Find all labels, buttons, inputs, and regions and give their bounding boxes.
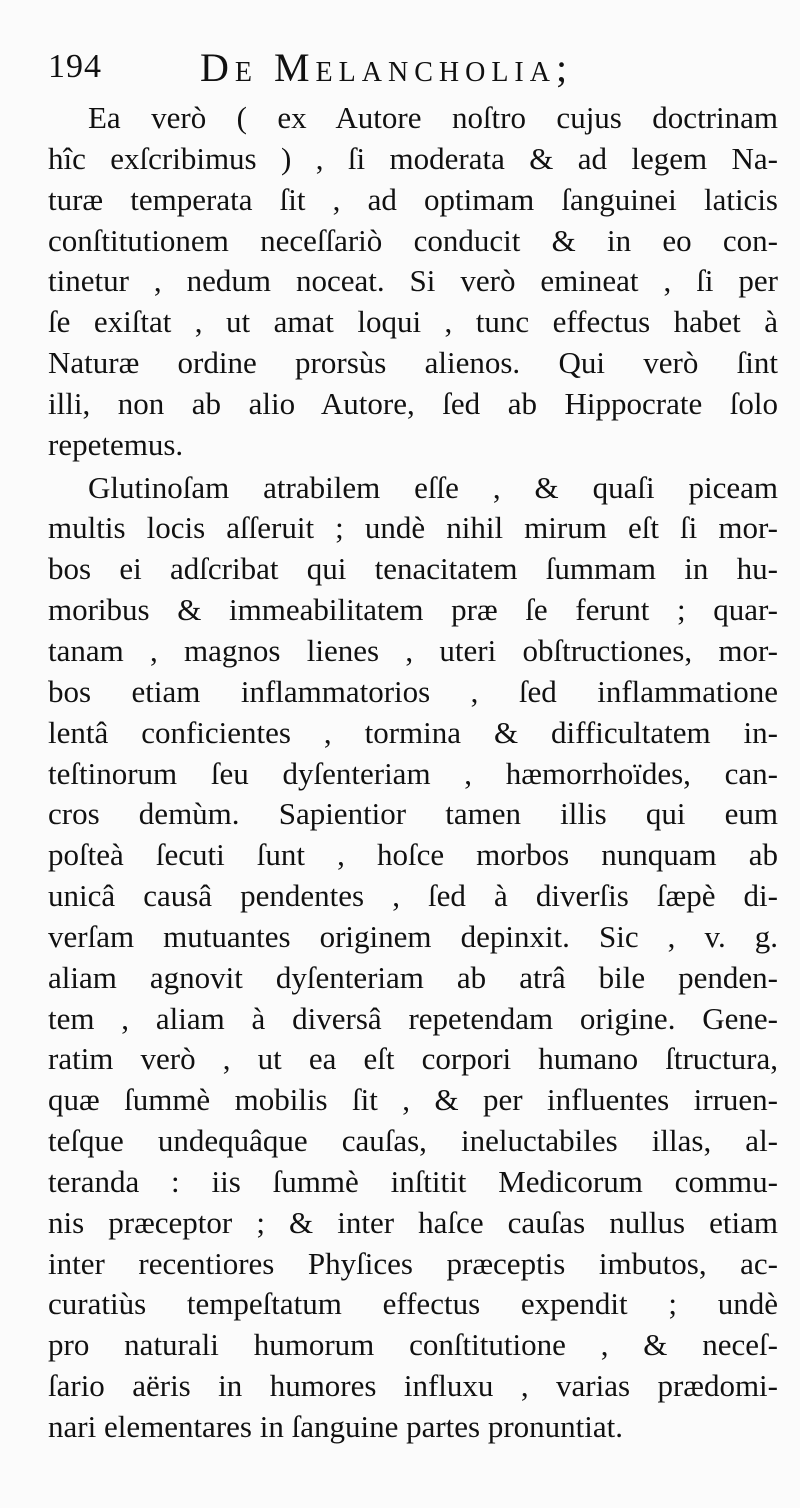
page-number: 194 [48,48,102,85]
text-line: Naturæ ordine prorsùs alienos. Qui verò ſint [48,345,778,381]
text-line: teranda : iis ſummè inſtitit Medicorum commu- [48,1163,778,1199]
text-line: curatiùs tempeſtatum effectus expendit ; undè [48,1286,778,1322]
text-line: cros demùm. Sapientior tamen illis qui eum [48,796,778,832]
text-line: poſteà ſecuti ſunt , hoſce morbos nunquam ab [48,837,778,873]
text-line: tinetur , nedum noceat. Si verò emineat , ſi per [48,263,778,299]
text-line: conſtitutionem neceſſariò conducit & in eo con- [48,222,778,258]
text-line: lentâ conficientes , tormina & difficultatem in- [48,714,778,750]
text-line: quæ ſummè mobilis ſit , & per influentes irruen- [48,1082,778,1118]
text-line: ratim verò , ut ea eſt corpori humano ſtructura, [48,1041,778,1077]
text-line: hîc exſcribimus ) , ſi moderata & ad legem Na- [48,140,778,176]
running-title: De Melancholia; [200,45,574,90]
text-line: ſario aëris in humores influxu , varias prædomi- [48,1368,778,1404]
text-line: nari elementares in ſanguine partes pronuntiat. [48,1409,624,1444]
text-line: inter recentiores Phyſices præceptis imbutos, ac- [48,1245,778,1281]
text-line: repetemus. [48,426,184,462]
text-line: pro naturali humorum conſtitutione , & neceſ- [48,1327,778,1363]
text-line: bos etiam inflammatorios , ſed inflammatione [48,673,778,709]
text-line: teſque undequâque cauſas, ineluctabiles illas, al- [48,1123,778,1159]
page-header [48,44,788,92]
text-line: Ea verò ( ex Autore noſtro cujus doctrinam [88,100,778,135]
text-line: tem , aliam à diversâ repetendam origine. Gene- [48,1000,778,1036]
text-line: Glutinoſam atrabilem eſſe , & quaſi piceam [88,469,778,505]
text-line: multis locis aſſeruit ; undè nihil mirum eſt ſi mor- [48,510,778,546]
text-line: moribus & immeabilitatem præ ſe ferunt ; quar- [48,592,778,628]
text-line: bos ei adſcribat qui tenacitatem ſummam in hu- [48,551,778,587]
text-line: tanam , magnos lienes , uteri obſtructiones, mor- [48,632,778,668]
text-line: teſtinorum ſeu dyſenteriam , hæmorrhoïdes, can- [48,755,778,791]
body-text [48,98,778,1448]
text-line: ſe exiſtat , ut amat loqui , tunc effectus habet à [48,304,778,340]
text-line: unicâ causâ pendentes , ſed à diverſis ſæpè di- [48,878,778,914]
text-line: nis præceptor ; & inter haſce cauſas nullus etiam [48,1204,778,1240]
text-line: turæ temperata ſit , ad optimam ſanguinei laticis [48,181,778,217]
text-line: verſam mutuantes originem depinxit. Sic , v. g. [48,918,778,954]
text-line: illi, non ab alio Autore, ſed ab Hippocrate ſolo [48,385,778,421]
text-line: aliam agnovit dyſenteriam ab atrâ bile penden- [48,959,778,995]
